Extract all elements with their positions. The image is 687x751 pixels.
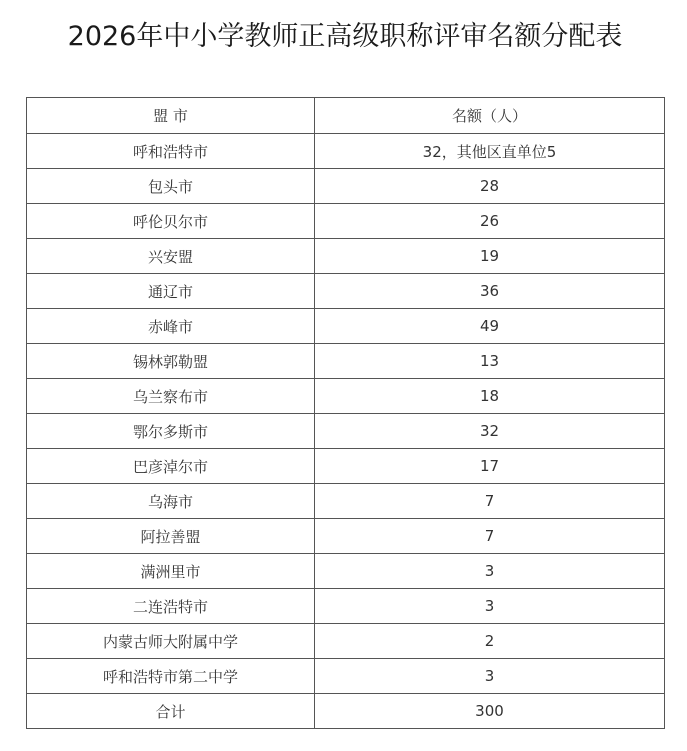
table-row	[27, 169, 665, 204]
table-header-row	[27, 98, 665, 134]
table-row	[27, 204, 665, 239]
region-cell: 包头市	[27, 169, 315, 204]
table-row	[27, 274, 665, 309]
table-row	[27, 309, 665, 344]
quota-cell: 19	[315, 239, 665, 274]
quota-cell: 13	[315, 344, 665, 379]
quota-cell: 26	[315, 204, 665, 239]
quota-cell: 49	[315, 309, 665, 344]
region-cell: 内蒙古师大附属中学	[27, 624, 315, 659]
quota-cell: 3	[315, 659, 665, 694]
quota-cell: 32，其他区直单位5	[315, 134, 665, 169]
region-cell: 通辽市	[27, 274, 315, 309]
table-row	[27, 414, 665, 449]
region-cell: 巴彦淖尔市	[27, 449, 315, 484]
table-row	[27, 519, 665, 554]
table-row	[27, 344, 665, 379]
region-cell: 乌兰察布市	[27, 379, 315, 414]
quota-cell: 17	[315, 449, 665, 484]
table-row	[27, 134, 665, 169]
quota-cell: 2	[315, 624, 665, 659]
header-region: 盟 市	[27, 98, 315, 134]
region-cell: 阿拉善盟	[27, 519, 315, 554]
region-cell: 呼和浩特市	[27, 134, 315, 169]
table-row	[27, 554, 665, 589]
quota-cell: 7	[315, 484, 665, 519]
region-cell: 鄂尔多斯市	[27, 414, 315, 449]
table-row	[27, 239, 665, 274]
total-row	[27, 694, 665, 729]
region-cell: 呼伦贝尔市	[27, 204, 315, 239]
table-row	[27, 449, 665, 484]
region-cell: 兴安盟	[27, 239, 315, 274]
table-body	[27, 134, 665, 729]
quota-table	[26, 97, 665, 729]
quota-cell: 36	[315, 274, 665, 309]
table-row	[27, 484, 665, 519]
total-value-cell: 300	[315, 694, 665, 729]
table-row	[27, 589, 665, 624]
region-cell: 赤峰市	[27, 309, 315, 344]
quota-cell: 28	[315, 169, 665, 204]
total-label-cell: 合计	[27, 694, 315, 729]
region-cell: 满洲里市	[27, 554, 315, 589]
quota-cell: 18	[315, 379, 665, 414]
quota-cell: 32	[315, 414, 665, 449]
region-cell: 乌海市	[27, 484, 315, 519]
quota-cell: 7	[315, 519, 665, 554]
table-row	[27, 379, 665, 414]
region-cell: 锡林郭勒盟	[27, 344, 315, 379]
quota-cell: 3	[315, 589, 665, 624]
page-title: 2026年中小学教师正高级职称评审名额分配表	[67, 21, 623, 52]
quota-cell: 3	[315, 554, 665, 589]
table-row	[27, 659, 665, 694]
region-cell: 二连浩特市	[27, 589, 315, 624]
region-cell: 呼和浩特市第二中学	[27, 659, 315, 694]
header-quota: 名额（人）	[315, 98, 665, 134]
table-row	[27, 624, 665, 659]
